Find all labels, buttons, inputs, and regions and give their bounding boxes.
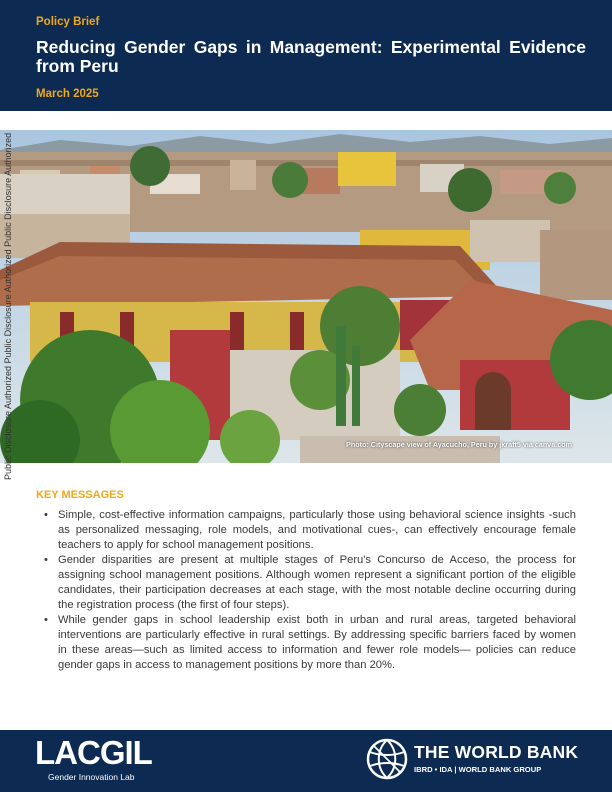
footer-banner	[0, 730, 612, 792]
key-message-item	[44, 508, 576, 553]
header-banner	[0, 0, 612, 111]
key-message-item	[44, 553, 576, 613]
brief-type-label: Policy Brief	[36, 16, 100, 28]
disclosure-stamp: Public Disclosure Authorized Public Disclosure Authorized Public Disclosure Authorized	[3, 132, 13, 480]
bullet-icon: •	[44, 509, 48, 521]
world-bank-globe-icon	[366, 738, 408, 780]
cover-photo	[0, 130, 612, 463]
photo-caption: Photo: Cityscape view of Ayacucho, Peru by jkraft5 via canva.com	[346, 440, 572, 449]
key-message-text: Gender disparities are present at multiple stages of Peru's Concurso de Acceso, the process for assigning school management positions. Although women represent a significant portion of the eligible candidates, their participation decreases at each stage, with the most notable decline occurring during the registration process (the first of four steps).	[58, 554, 576, 611]
page-title: Reducing Gender Gaps in Management: Experimental Evidence from Peru	[36, 37, 586, 76]
key-message-text: While gender gaps in school leadership exist both in urban and rural areas, targeted behavioral interventions are particularly effective in rural settings. By addressing specific barriers faced by women in these areas—such as limited access to information and fewer role models— policies can reduce gender gaps in access to management positions by more than 20%.	[58, 614, 576, 671]
bullet-icon: •	[44, 614, 48, 626]
bullet-icon: •	[44, 554, 48, 566]
key-message-text: Simple, cost-effective information campaigns, particularly those using behavioral science insights -such as personalized messaging, role models, and motivational cues-, can effectively encourage female teachers to apply for school management positions.	[58, 509, 576, 551]
lacgil-subtitle: Gender Innovation Lab	[48, 772, 135, 782]
world-bank-name: THE WORLD BANK	[414, 742, 579, 762]
key-messages-heading: KEY MESSAGES	[36, 489, 124, 501]
key-message-item	[44, 613, 576, 673]
publication-date: March 2025	[36, 88, 99, 100]
key-messages-list	[44, 508, 576, 673]
lacgil-logo: LACGIL	[35, 734, 152, 771]
world-bank-subtitle: IBRD • IDA | WORLD BANK GROUP	[414, 765, 542, 774]
